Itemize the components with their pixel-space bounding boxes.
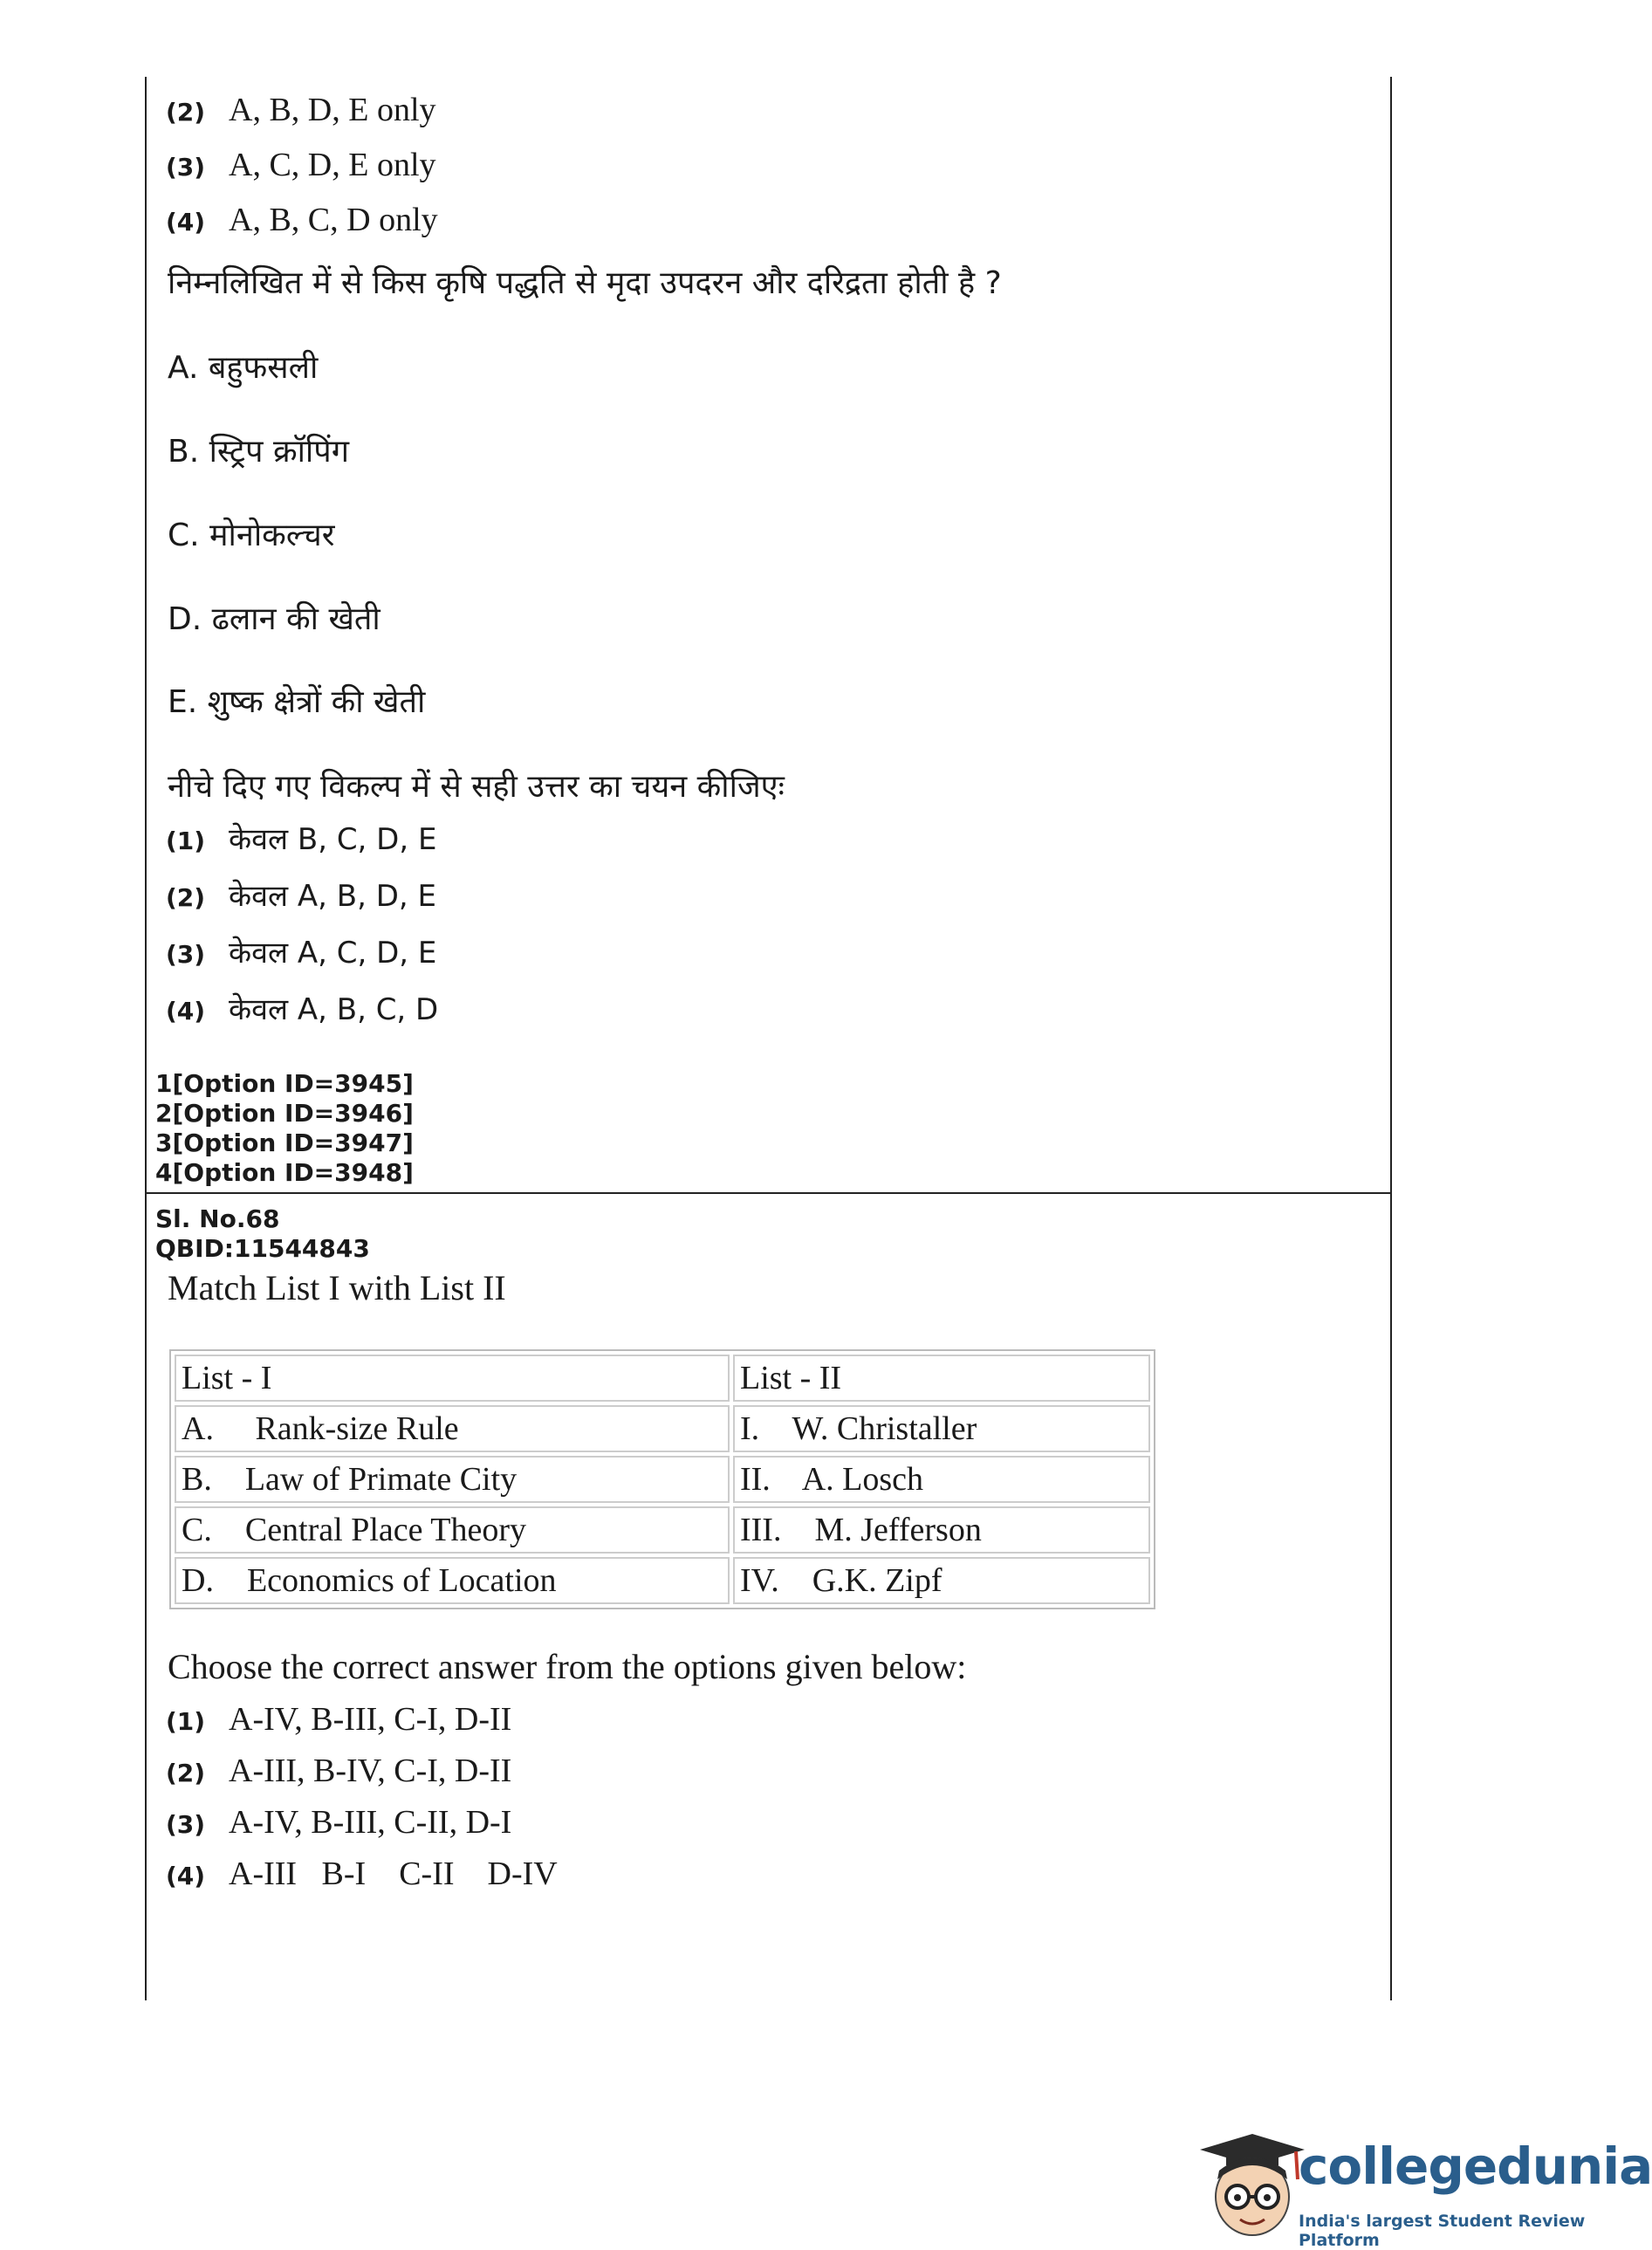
table-row: [175, 1405, 1150, 1452]
question-divider: [145, 1192, 1392, 1194]
hindi-item-a: A. बहुफसली: [168, 350, 319, 386]
table-row: [175, 1506, 1150, 1554]
option-number: (4): [166, 208, 206, 237]
option-text: A, B, C, D only: [229, 202, 438, 238]
option-number: (2): [166, 883, 206, 912]
match-table: [169, 1349, 1155, 1609]
table-cell: I. W. Christaller: [733, 1405, 1150, 1452]
table-header: List - II: [733, 1355, 1150, 1402]
option-number: (1): [166, 1707, 206, 1736]
option-2: [166, 91, 436, 129]
answer-instruction: Choose the correct answer from the options given below:: [168, 1647, 967, 1686]
brand-tagline: India's largest Student Review Platform: [1299, 2212, 1586, 2250]
table-cell: IV. G.K. Zipf: [733, 1557, 1150, 1604]
brand-name: collegedunia: [1299, 2137, 1652, 2196]
table-cell: II. A. Losch: [733, 1456, 1150, 1503]
hindi-option-4: [166, 988, 438, 1028]
hindi-item-d: D. ढलान की खेती: [168, 601, 380, 637]
option-number: (4): [166, 997, 206, 1026]
option-text: केवल A, C, D, E: [229, 936, 437, 971]
table-header-row: [175, 1355, 1150, 1402]
option-4: [166, 201, 438, 239]
option-number: (3): [166, 940, 206, 969]
option-text: A, C, D, E only: [229, 147, 436, 183]
option-text: A-IV, B-III, C-I, D-II: [229, 1701, 512, 1738]
option-id-3: 3[Option ID=3947]: [155, 1128, 414, 1157]
table-cell: III. M. Jefferson: [733, 1506, 1150, 1554]
hindi-option-1: [166, 818, 436, 858]
option-3: [166, 1803, 511, 1842]
option-id-2: 2[Option ID=3946]: [155, 1099, 414, 1128]
option-text: केवल A, B, C, D: [229, 992, 439, 1027]
option-text: A-IV, B-III, C-II, D-I: [229, 1804, 512, 1841]
option-id-list: [155, 1069, 414, 1188]
question-meta: [155, 1204, 370, 1264]
option-4: [166, 1855, 558, 1893]
option-text: केवल B, C, D, E: [229, 822, 437, 857]
option-1: [166, 1700, 511, 1739]
option-2: [166, 1752, 511, 1790]
option-number: (3): [166, 153, 206, 182]
table-row: [175, 1456, 1150, 1503]
option-number: (3): [166, 1810, 206, 1839]
hindi-option-2: [166, 875, 436, 915]
question-text: Match List I with List II: [168, 1268, 506, 1307]
option-id-1: 1[Option ID=3945]: [155, 1069, 414, 1098]
table-row: [175, 1557, 1150, 1604]
hindi-option-3: [166, 931, 436, 971]
option-text: A, B, D, E only: [229, 92, 436, 128]
option-id-4: 4[Option ID=3948]: [155, 1158, 414, 1187]
option-3: [166, 146, 436, 184]
option-text: केवल A, B, D, E: [229, 879, 436, 914]
qbid: QBID:11544843: [155, 1234, 370, 1263]
option-number: (2): [166, 1759, 206, 1787]
hindi-question: निम्नलिखित में से किस कृषि पद्धति से मृदा उपदरन और दरिद्रता होती है ?: [168, 265, 1002, 301]
hindi-item-b: B. स्ट्रिप क्रॉपिंग: [168, 434, 349, 470]
table-cell: C. Central Place Theory: [175, 1506, 730, 1554]
option-number: (1): [166, 827, 206, 855]
serial-number: Sl. No.68: [155, 1204, 280, 1233]
option-number: (4): [166, 1862, 206, 1890]
option-text: A-III, B-IV, C-I, D-II: [229, 1753, 512, 1789]
hindi-item-e: E. शुष्क क्षेत्रों की खेती: [168, 684, 426, 720]
hindi-instruction: नीचे दिए गए विकल्प में से सही उत्तर का चयन कीजिएः: [168, 769, 785, 805]
table-cell: A. Rank-size Rule: [175, 1405, 730, 1452]
option-number: (2): [166, 98, 206, 127]
table-cell: B. Law of Primate City: [175, 1456, 730, 1503]
table-header: List - I: [175, 1355, 730, 1402]
option-text: A-III B-I C-II D-IV: [229, 1856, 558, 1892]
table-cell: D. Economics of Location: [175, 1557, 730, 1604]
hindi-item-c: C. मोनोकल्चर: [168, 518, 335, 553]
